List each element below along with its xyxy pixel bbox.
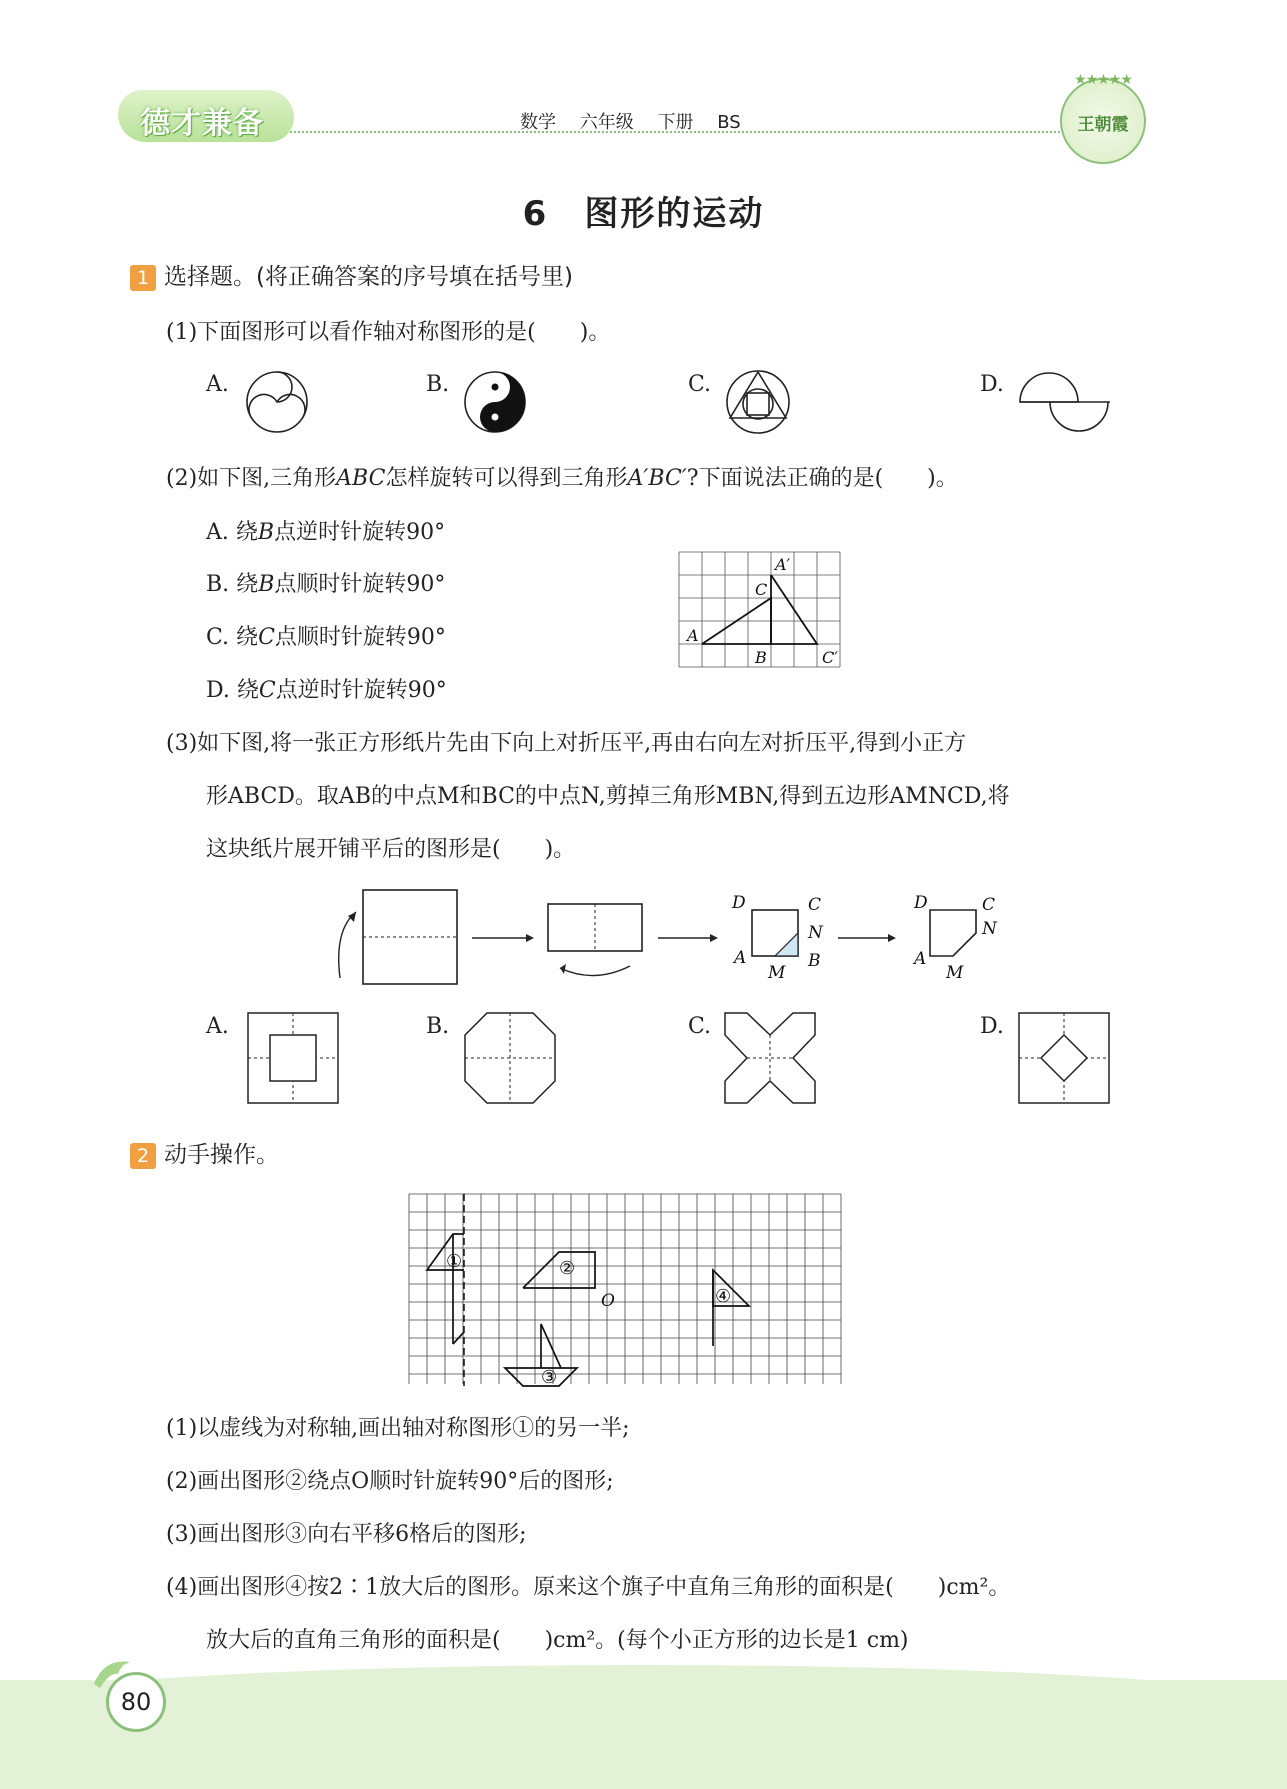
q3-line2: 形ABCD。取AB的中点M和BC的中点N,剪掉三角形MBN,得到五边形AMNCD,将 bbox=[206, 784, 1010, 809]
fold-label-c: C bbox=[808, 895, 822, 915]
pent-label-d: D bbox=[914, 893, 928, 913]
section2-heading-text: 动手操作。 bbox=[164, 1142, 279, 1168]
fold-label-m: M bbox=[768, 963, 786, 983]
pent-label-c: C bbox=[982, 895, 996, 915]
q2-text-after: ?下面说法正确的是( )。 bbox=[686, 466, 958, 491]
page-title: 6 图形的运动 bbox=[522, 194, 765, 234]
q3-option-b-figure bbox=[464, 1012, 556, 1104]
point-o-label: O bbox=[601, 1291, 615, 1311]
q3-line1: (3)如下图,将一张正方形纸片先由下向上对折压平,再由右向左对折压平,得到小正方 bbox=[166, 731, 967, 756]
q2-option-b-post: 点顺时针旋转90° bbox=[274, 572, 446, 597]
q2-option-d bbox=[206, 676, 447, 706]
q2-abc-prime: A′BC′ bbox=[627, 466, 687, 491]
brand-logo bbox=[118, 86, 298, 146]
q2-option-b bbox=[206, 570, 445, 600]
logo-text: 德才兼备 bbox=[140, 106, 264, 141]
q2-option-b-pre: 绕 bbox=[236, 572, 259, 597]
q2-option-d-post: 点逆时针旋转90° bbox=[275, 678, 447, 703]
figure-1-label: ① bbox=[446, 1251, 463, 1272]
seal-name: 王朝霞 bbox=[1077, 115, 1129, 135]
q2-option-a-letter: A. bbox=[206, 520, 229, 545]
header-edition: BS bbox=[717, 112, 741, 133]
q2-option-c-letter: C. bbox=[206, 625, 230, 650]
q2-option-a-pre: 绕 bbox=[235, 520, 258, 545]
q3-option-b-label: B. bbox=[426, 1014, 450, 1039]
fold-left-arrow bbox=[560, 966, 630, 976]
q3-option-c-label: C. bbox=[688, 1014, 712, 1039]
q3-option-a-figure bbox=[247, 1012, 339, 1104]
header-info bbox=[520, 108, 759, 134]
label-a-prime: A′ bbox=[775, 555, 791, 574]
q1-option-a-label: A. bbox=[206, 372, 229, 397]
q1-figure-a bbox=[245, 370, 309, 434]
q2-option-d-pre: 绕 bbox=[236, 678, 259, 703]
q2-text-mid: 怎样旋转可以得到三角形 bbox=[385, 466, 628, 491]
section2-badge: 2 bbox=[130, 1143, 156, 1169]
pentagon-amncd bbox=[930, 910, 976, 956]
seal-stars: ★★★★★ bbox=[1074, 72, 1132, 88]
q2-text bbox=[166, 464, 958, 494]
q3-fold-sequence bbox=[330, 880, 1030, 990]
author-seal bbox=[1060, 72, 1146, 164]
q2-option-a-point: B bbox=[257, 520, 275, 545]
q2-rotation-grid bbox=[679, 552, 844, 669]
header-grade: 六年级 bbox=[579, 112, 634, 133]
q3-option-a-label: A. bbox=[206, 1014, 229, 1039]
fold-label-d: D bbox=[732, 893, 746, 913]
q3-option-c-figure bbox=[724, 1012, 816, 1104]
q2-text-before: (2)如下图,三角形 bbox=[166, 466, 337, 491]
q2-option-a-post: 点逆时针旋转90° bbox=[274, 520, 446, 545]
label-c-prime: C′ bbox=[822, 648, 838, 667]
q1-figure-d bbox=[1018, 370, 1114, 434]
footer-band bbox=[0, 1680, 1287, 1789]
q1-option-c-label: C. bbox=[688, 372, 712, 397]
section2-heading bbox=[130, 1140, 279, 1170]
q3-option-d-label: D. bbox=[980, 1014, 1004, 1039]
q2-option-c-post: 点顺时针旋转90° bbox=[274, 625, 446, 650]
s2-item-3: (3)画出图形③向右平移6格后的图形; bbox=[166, 1522, 527, 1547]
q1-option-b-label: B. bbox=[426, 372, 450, 397]
figure-4-label: ④ bbox=[715, 1286, 732, 1307]
q1-option-d-label: D. bbox=[980, 372, 1004, 397]
header-subject: 数学 bbox=[520, 112, 556, 133]
s2-item-4-cont: 放大后的直角三角形的面积是( )cm²。(每个小正方形的边长是1 cm) bbox=[206, 1628, 909, 1653]
q2-option-c bbox=[206, 623, 446, 653]
q2-abc: ABC bbox=[336, 466, 386, 491]
s2-item-1: (1)以虚线为对称轴,画出轴对称图形①的另一半; bbox=[166, 1416, 630, 1441]
section1-heading-text: 选择题。(将正确答案的序号填在括号里) bbox=[164, 264, 573, 290]
q2-option-d-letter: D. bbox=[206, 678, 230, 703]
q2-option-b-letter: B. bbox=[206, 572, 230, 597]
cut-triangle-mbn bbox=[775, 933, 798, 956]
section2-grid bbox=[409, 1194, 845, 1386]
label-c: C bbox=[755, 580, 768, 599]
label-b: B bbox=[755, 648, 767, 667]
pent-label-m: M bbox=[946, 963, 964, 983]
header-volume: 下册 bbox=[657, 112, 694, 133]
pent-label-a: A bbox=[914, 949, 927, 969]
figure-3-label: ③ bbox=[541, 1367, 558, 1388]
fold-label-b: B bbox=[808, 951, 821, 971]
page-number: 80 bbox=[106, 1672, 166, 1732]
q1-figure-c bbox=[725, 368, 791, 434]
fold-label-a: A bbox=[734, 948, 747, 968]
pent-label-n: N bbox=[982, 919, 997, 939]
q3-option-d-figure bbox=[1018, 1012, 1110, 1104]
q2-option-a bbox=[206, 518, 445, 548]
s2-item-4: (4)画出图形④按2∶1放大后的图形。原来这个旗子中直角三角形的面积是( )cm²。 bbox=[166, 1575, 1011, 1600]
figure-3-sail bbox=[541, 1324, 561, 1368]
q1-text: (1)下面图形可以看作轴对称图形的是( )。 bbox=[166, 320, 611, 345]
s2-item-2: (2)画出图形②绕点O顺时针旋转90°后的图形; bbox=[166, 1469, 614, 1494]
fold-up-arrow bbox=[339, 912, 356, 978]
q3-line3: 这块纸片展开铺平后的图形是( )。 bbox=[206, 837, 576, 862]
figure-2-label: ② bbox=[559, 1258, 576, 1279]
q2-option-d-point: C bbox=[258, 678, 276, 703]
q2-option-b-point: B bbox=[258, 572, 275, 597]
section2-grid-lines bbox=[409, 1194, 841, 1384]
section1-badge: 1 bbox=[130, 265, 156, 291]
section1-heading bbox=[130, 262, 573, 292]
q1-figure-b-yinyang bbox=[463, 370, 527, 434]
q2-option-c-pre: 绕 bbox=[236, 625, 259, 650]
fold-label-n: N bbox=[808, 923, 823, 943]
q2-option-c-point: C bbox=[258, 625, 275, 650]
label-a: A bbox=[687, 626, 699, 645]
